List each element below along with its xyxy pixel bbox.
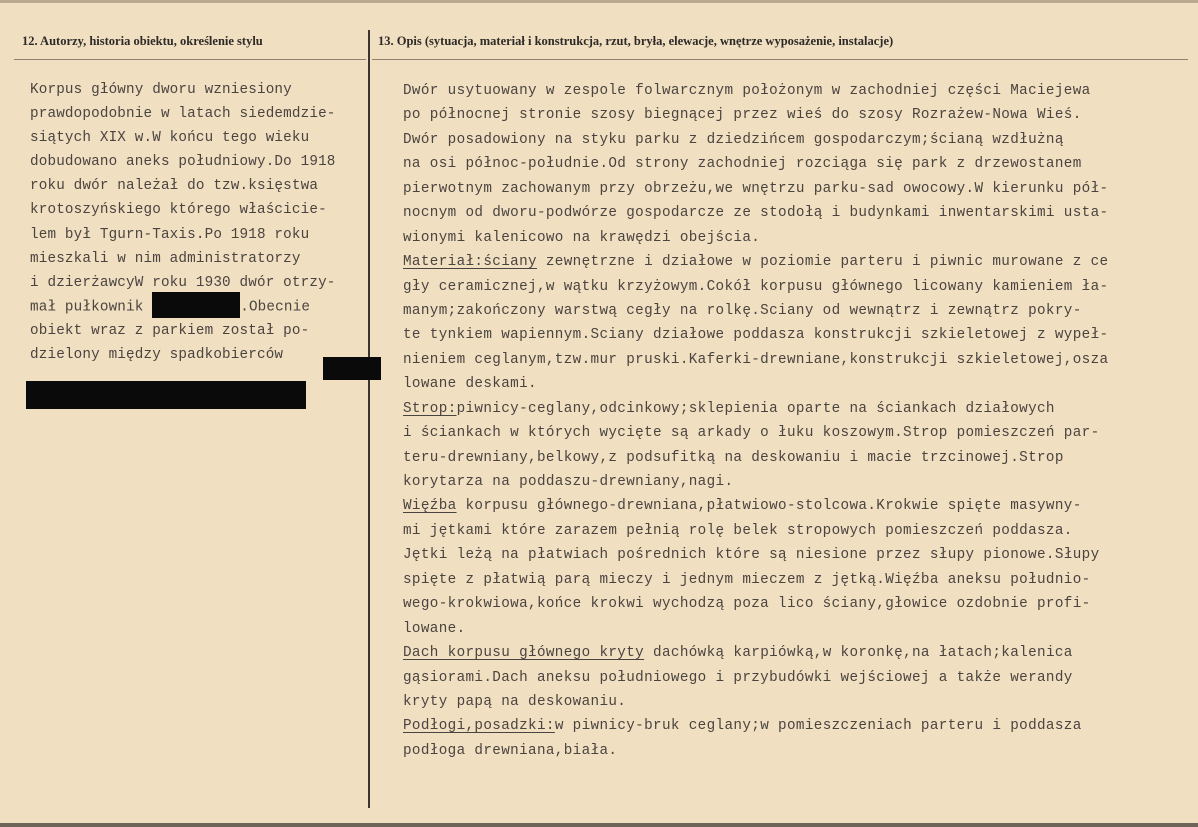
text-fragment: zewnętrzne i działowe w poziomie parteru i piwnic murowane z ce — [536, 254, 1109, 271]
text-line: wego-krokwiowa,końce krokwi wychodzą poza lico ściany,głowice ozdobnie profi- — [403, 596, 1091, 613]
text-line: i dzierżawcyW roku 1930 dwór otrzy- — [30, 274, 336, 291]
text-fragment: mał pułkownik — [30, 299, 153, 316]
text-fragment: korpusu głównego-drewniana,płatwiowo-stolcowa.Krokwie spięte masywny- — [456, 498, 1082, 515]
section-12-text — [30, 78, 370, 367]
text-line: lowane deskami. — [403, 376, 537, 393]
text-line: mieszkali w nim administratorzy — [30, 250, 301, 267]
text-fragment: w piwnicy-bruk ceglany;w pomieszczeniach parteru i poddasza — [554, 718, 1082, 735]
top-edge — [0, 0, 1198, 3]
text-line: teru-drewniany,belkowy,z podsufitką na deskowaniu i macie trzcinowej.Strop — [403, 449, 1064, 466]
text-line: Dwór posadowiony na styku parku z dziedzińcem gospodarczym;ścianą wzdłużną — [403, 131, 1064, 148]
dach-heading: Dach korpusu głównego kryty — [403, 645, 645, 662]
text-line — [403, 250, 1193, 274]
text-line: spięte z płatwią parą mieczy i jednym mieczem z jętką.Więźba aneksu południo- — [403, 571, 1091, 588]
text-line: siątych XIX w.W końcu tego wieku — [30, 130, 310, 147]
text-line: Dwór usytuowany w zespole folwarcznym położonym w zachodniej części Maciejewa — [403, 83, 1091, 99]
text-line: lowane. — [403, 620, 466, 637]
text-line: po północnej stronie szosy biegnącej przez wieś do szosy Rozrażew-Nowa Wieś. — [403, 107, 1082, 124]
text-line — [403, 714, 1193, 738]
wiezba-heading: Więźba — [403, 498, 457, 515]
text-line: pierwotnym zachowanym przy obrzeżu,we wnętrzu parku-sad owocowy.W kierunku pół- — [403, 180, 1109, 197]
text-line — [403, 641, 1193, 665]
text-line: nocnym od dworu-podwórze gospodarcze ze stodołą i budynkami inwentarskimi usta- — [403, 205, 1109, 222]
text-line: i ściankach w których wycięte są arkady o łuku koszowym.Strop pomieszczeń par- — [403, 425, 1100, 442]
text-line: gły ceramicznej,w wątku krzyżowym.Cokół korpusu głównego licowany kamieniem ła- — [403, 278, 1109, 295]
text-line: lem był Tgurn-Taxis.Po 1918 roku — [30, 226, 310, 243]
strop-heading: Strop: — [403, 400, 457, 417]
bottom-edge — [0, 823, 1198, 827]
text-line: dzielony między spadkobierców — [30, 347, 284, 364]
text-line — [30, 295, 370, 319]
text-line: gąsiorami.Dach aneksu południowego i przybudówki wejściowej a także werandy — [403, 669, 1073, 686]
section-12-header: 12. Autorzy, historia obiektu, określenie stylu — [22, 34, 263, 48]
section-13-header: 13. Opis (sytuacja, materiał i konstrukcja, rzut, bryła, elewacje, wnętrze wyposażenie, instalacje) — [378, 34, 894, 48]
text-line — [403, 494, 1193, 518]
redaction-bar — [26, 381, 306, 409]
text-line: obiekt wraz z parkiem został po- — [30, 322, 310, 339]
redaction-bar — [152, 292, 240, 318]
section-13-text — [403, 79, 1193, 763]
text-line: dobudowano aneks południowy.Do 1918 — [30, 154, 336, 171]
text-line: na osi północ-południe.Od strony zachodniej rozciąga się park z drzewostanem — [403, 156, 1082, 173]
text-fragment: piwnicy-ceglany,odcinkowy;sklepienia oparte na ściankach działowych — [456, 400, 1055, 417]
section-13-header-rule — [372, 59, 1188, 60]
podlogi-heading: Podłogi,posadzki: — [403, 718, 555, 735]
text-line: Korpus główny dworu wzniesiony — [30, 82, 292, 98]
text-fragment: .Obecnie — [240, 299, 311, 316]
text-line: te tynkiem wapiennym.Sciany działowe poddasza konstrukcji szkieletowej z wypeł- — [403, 327, 1109, 344]
material-heading: Materiał:ściany — [403, 254, 537, 271]
text-line: kryty papą na deskowaniu. — [403, 693, 627, 710]
text-line: nieniem ceglanym,tzw.mur pruski.Kaferki-drewniane,konstrukcji szkieletowej,osza — [403, 351, 1109, 368]
text-line: Jętki leżą na płatwiach pośrednich które są niesione przez słupy pionowe.Słupy — [403, 547, 1100, 564]
text-line: krotoszyńskiego którego właściciе- — [30, 202, 327, 219]
text-line — [403, 397, 1193, 421]
text-line: mi jętkami które zarazem pełnią rolę belek stropowych pomieszczeń poddasza. — [403, 522, 1073, 539]
section-12-header-rule — [14, 59, 366, 60]
text-fragment: dachówką karpiówką,w koronkę,na łatach;kalenica — [644, 645, 1073, 662]
text-line: wionymi kalenicowo na krawędzi obejścia. — [403, 229, 761, 246]
text-line: roku dwór należał do tzw.księstwa — [30, 178, 319, 195]
text-line: podłoga drewniana,biała. — [403, 742, 618, 759]
text-line: manym;zakończony warstwą cegły na rolkę.Sciany od wewnątrz i zewnątrz pokry- — [403, 302, 1082, 319]
text-line: korytarza na poddaszu-drewniany,nagi. — [403, 474, 734, 490]
redaction-bar — [323, 357, 381, 380]
text-line: prawdopodobnie w latach siedemdzie- — [30, 106, 336, 123]
